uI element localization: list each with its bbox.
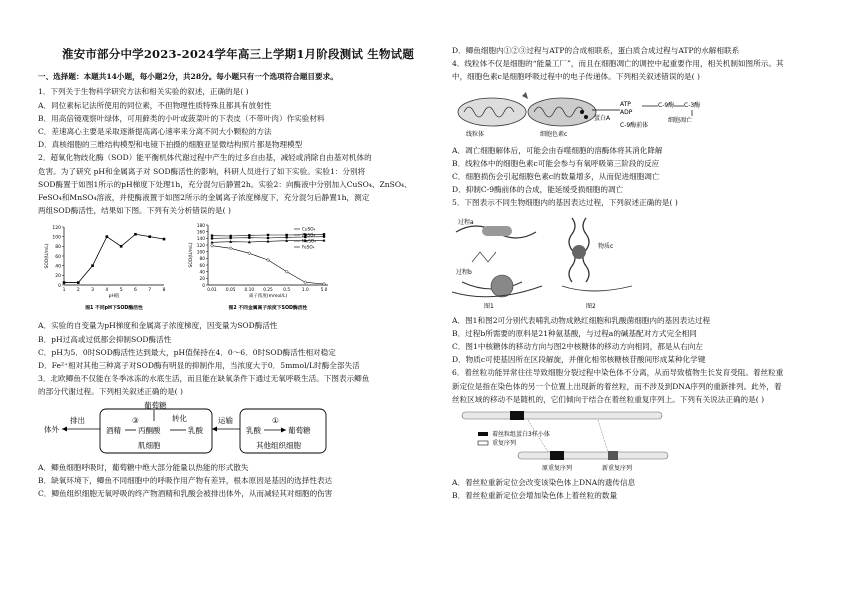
- data-point: [248, 235, 250, 237]
- x-tick-label: 6: [133, 288, 137, 294]
- legend-label: CuSO₄: [302, 227, 316, 233]
- q2-option-a: A．实验的自变量为pH梯度和金属离子浓度梯度，因变量为SOD酶活性: [38, 321, 278, 331]
- label-repeat-seq: 重复序列: [492, 440, 517, 448]
- label-fig1: 图1: [484, 302, 494, 310]
- chart-ph-sod: [42, 221, 172, 315]
- data-point: [323, 234, 325, 236]
- q6-stem-line: 丝粒区域的移动不是随机的，它们倾向于结合在着丝粒重复序列上。下列有关说法正确的是( ): [452, 394, 765, 404]
- chart-title: 图1 不同pH下SOD酶活性: [85, 306, 143, 312]
- centromere-diagram: [458, 408, 678, 474]
- label-other-cells: 其他组织细胞: [256, 440, 301, 450]
- q5-option-a: A．图1和图2可分别代表哺乳动物成熟红细胞和乳酸菌细胞内的基因表达过程: [452, 315, 711, 325]
- x-tick-label: 5.0: [320, 288, 328, 294]
- data-point: [229, 237, 232, 240]
- q2-stem-line: SOD酶置于如图1所示的pH梯度下处理1h，充分混匀后静置2h。实验2：向酶液中分别加入CuSO₄、ZnSO₄、: [38, 179, 412, 189]
- label-c9pre: C-9酶前体: [620, 121, 649, 129]
- x-tick-label: 1: [62, 288, 66, 294]
- label-body-out: 体外: [44, 424, 59, 434]
- label-c9: C-9酶: [658, 101, 675, 109]
- data-point: [148, 236, 151, 239]
- chart-ion-sod: [186, 221, 336, 315]
- left-column: [38, 0, 438, 500]
- q2-stem-line: 危害。为了研究 pH和金属离子对 SOD酶活性的影响，科研人员进行了如下实验。实验1：分别将: [38, 166, 366, 176]
- label-excrete: 排出: [70, 415, 85, 425]
- label-orig-repeat: 原重复序列: [542, 465, 573, 473]
- x-tick-label: 3: [91, 288, 95, 294]
- label-new-repeat: 新重复序列: [602, 465, 633, 473]
- q2-stem-line: 2．超氧化物歧化酶（SOD）能平衡机体代谢过程中产生的过多自由基，减轻或消除自由基对机体的: [38, 153, 372, 163]
- label-mito: 线粒体: [466, 130, 485, 138]
- x-tick-label: 1.0: [301, 288, 309, 294]
- data-point: [63, 282, 66, 285]
- page-title: 淮安市部分中学2023-2024学年高三上学期1月阶段测试 生物试题: [61, 47, 415, 61]
- data-point: [267, 259, 270, 262]
- section-heading: 一、选择题：本题共14小题，每小题2分，共28分。每小题只有一个选项符合题目要求。: [38, 72, 338, 82]
- right-column: [452, 0, 850, 502]
- label-apoptosis: 细胞凋亡: [668, 116, 693, 124]
- label-fig2: 图2: [586, 302, 596, 310]
- q6-option-b: B．着丝粒重新定位会增加染色体上着丝粒的数量: [452, 491, 618, 501]
- gene-expression-diagram: [452, 212, 652, 312]
- data-point: [134, 233, 137, 236]
- q1-option-c: C．差速离心主要是采取逐渐提高离心速率来分离不同大小颗粒的方法: [38, 127, 272, 137]
- x-tick-label: 4: [105, 288, 109, 294]
- q1-option-d: D．真核细胞的三维结构模型和电镜下拍摄的细胞亚显微结构照片都是物理模型: [38, 140, 303, 150]
- y-tick-label: 100: [52, 235, 61, 241]
- label-c3: ③: [132, 415, 139, 425]
- y-tick-label: 20: [199, 277, 205, 283]
- y-tick-label: 40: [199, 270, 205, 276]
- q3-option-a: A．鲫鱼细胞呼吸时，葡萄糖中绝大部分能量以热能的形式散失: [38, 462, 249, 472]
- q3-stem-line: 3．北欧鲫鱼不仅能在冬季冰冻的水底生活，而且能在缺氧条件下通过无氧呼吸生活。下图表示鲫鱼: [38, 374, 370, 384]
- chart-title: 图2 不同金属离子浓度下SOD酶活性: [228, 306, 308, 312]
- y-tick-label: 120: [196, 244, 205, 250]
- label-adp: ADP: [620, 108, 633, 116]
- x-axis-label: pH值: [108, 294, 120, 300]
- y-tick-label: 20: [55, 274, 61, 280]
- label-c1: ①: [272, 415, 279, 425]
- q6-stem-line: 新定位是指在染色体的另一个位置上出现新的着丝粒，而不涉及到DNA序列的重新排列。此外，着: [452, 381, 782, 391]
- q1-option-a: A．同位素标记法所使用的同位素，不但物理性质特殊且都具有放射性: [38, 100, 272, 110]
- label-pyruvate: 丙酮酸: [138, 425, 161, 435]
- q6-option-a: A．着丝粒重新定位会改变该染色体上DNA的遗传信息: [452, 478, 636, 488]
- q3-option-b: B．缺氧环境下，鲫鱼不同细胞中的呼吸作用产物有差异，根本原因是基因的选择性表达: [38, 475, 333, 485]
- label-cytc: 细胞色素c: [540, 130, 568, 138]
- y-tick-label: 60: [55, 255, 61, 261]
- label-c3-enzyme: C-3酶: [684, 101, 701, 109]
- y-tick-label: 40: [55, 264, 61, 270]
- label-protein: 蛋白A: [594, 114, 611, 122]
- x-tick-label: 7: [148, 288, 152, 294]
- label-atp: ATP: [620, 100, 631, 108]
- y-tick-label: 0: [58, 284, 61, 290]
- q4-option-a: A．凋亡细胞解体后，可能会由吞噬细胞的溶酶体将其消化降解: [452, 145, 663, 155]
- data-point: [267, 234, 269, 236]
- x-tick-label: 0.10: [244, 288, 255, 294]
- y-axis-label: SOD(U/mL): [189, 242, 194, 268]
- data-point: [211, 235, 213, 237]
- label-lactic-2: 乳酸: [246, 425, 261, 435]
- data-point: [163, 238, 166, 241]
- series-line: [64, 235, 164, 283]
- data-point: [285, 234, 287, 236]
- label-glucose: 葡萄糖: [144, 400, 167, 410]
- x-tick-label: 2: [76, 288, 80, 294]
- x-axis-label: 离子浓度(mmol/L): [248, 294, 288, 300]
- q1-stem: 1．下列关于生物科学研究方法和相关实验的叙述，正确的是( ): [38, 87, 249, 97]
- data-point: [304, 281, 307, 284]
- q2-stem-line: 两组SOD酶活性，结果如下图。下列有关分析错误的是( ): [38, 206, 231, 216]
- q4-stem-line: 中，细胞色素c是细胞呼吸过程中的电子传递体。下列相关叙述错误的是( ): [452, 72, 700, 82]
- metabolism-diagram: [42, 399, 342, 457]
- label-substance-c: 物质c: [598, 242, 614, 250]
- data-point: [106, 236, 109, 239]
- q5-option-d: D．物质c可使基因所在区段解旋，并催化相邻核糖核苷酸间形成某种化学键: [452, 355, 706, 365]
- y-tick-label: 80: [199, 257, 205, 263]
- q2-option-c: C．pH为5．0时SOD酶活性达到最大，pH值保持在4．0～6．0时SOD酶活性相对稳定: [38, 347, 336, 357]
- y-tick-label: 180: [196, 224, 205, 230]
- x-tick-label: 0.25: [263, 288, 273, 294]
- q2-option-d: D．Fe²⁺相对其他三种离子对SOD酶有明显的抑制作用，当浓度大于0．5mmol/L时酶全部失活: [38, 361, 360, 371]
- y-tick-label: 60: [199, 264, 205, 270]
- legend-label: FeSO₄: [302, 245, 315, 251]
- x-tick-label: 8: [162, 288, 166, 294]
- data-point: [77, 282, 80, 285]
- label-cent-repeat: 着丝粒组蛋白3样小体: [492, 431, 550, 439]
- q6-stem-line: 6．着丝粒功能异常往往导致细胞分裂过程中染色体不分离，从而导致植物生长发育受阻。着丝粒重: [452, 368, 784, 378]
- x-tick-label: 0.05: [225, 288, 236, 294]
- data-point: [91, 265, 94, 268]
- label-transport: 运输: [218, 415, 233, 425]
- label-muscle: 肌细胞: [138, 440, 161, 450]
- gene-expression-figure-1: [452, 218, 542, 310]
- y-tick-label: 160: [196, 230, 205, 236]
- q4-option-b: B．线粒体中的细胞色素c可能会参与有氧呼吸第三阶段的反应: [452, 158, 660, 168]
- x-tick-label: 5: [119, 288, 123, 294]
- legend-label: ZnSO₄: [302, 233, 316, 239]
- data-point: [285, 271, 288, 274]
- q1-option-b: B．用高倍镜观察叶绿体，可用藓类的小叶或菠菜叶的下表皮（不带叶肉）作实验材料: [38, 113, 325, 123]
- q3-option-c: C．鲫鱼组织细胞无氧呼吸的终产物酒精和乳酸会被排出体外，从而减轻其对细胞的伤害: [38, 489, 333, 499]
- label-lactic: 乳酸: [188, 425, 203, 435]
- q2-stem-line: FeSO₄和MnSO₄溶液，并使酶液置于如图2所示的金属离子浓度梯度下，充分混匀后静置1h，测定: [38, 193, 370, 203]
- x-tick-label: 0.01: [207, 288, 217, 294]
- q2-figures: [38, 221, 438, 317]
- y-tick-label: 100: [196, 250, 205, 256]
- data-point: [267, 237, 270, 240]
- q5-option-c: C．图1中核糖体的移动方向与图2中核糖体的移动方向相同，都是从右向左: [452, 342, 703, 352]
- label-process-b: 过程b: [456, 268, 472, 276]
- q3-stem-line: 的部分代谢过程。下列相关叙述正确的是( ): [38, 387, 184, 397]
- q5-stem: 5．下图表示不同生物细胞内的基因表达过程，下列叙述正确的是( ): [452, 198, 678, 208]
- y-tick-label: 0: [202, 284, 205, 290]
- q4-option-c: C．细胞损伤会引起细胞色素c的数量增多，从而促进细胞凋亡: [452, 172, 660, 182]
- q3-option-d: D．鲫鱼细胞内①②③过程与ATP的合成相联系，蛋白质合成过程与ATP的水解相联系: [452, 46, 740, 55]
- q4-stem-line: 4．线粒体不仅是细胞的“能量工厂”，而且在细胞凋亡的调控中起重要作用，相关机制如图所示。其: [452, 59, 784, 69]
- y-tick-label: 140: [196, 237, 205, 243]
- legend-label: MnSO₄: [302, 239, 316, 245]
- y-tick-label: 120: [52, 226, 61, 232]
- q2-option-b: B．pH过高或过低都会抑制SOD酶活性: [38, 334, 172, 344]
- data-point: [323, 236, 326, 239]
- label-process-a: 过程a: [458, 218, 474, 226]
- data-point: [120, 245, 123, 248]
- label-glucose-2: 葡萄糖: [288, 425, 311, 435]
- gene-expression-figure-2: [562, 218, 632, 310]
- y-axis-label: SOD(U/mL): [45, 243, 50, 269]
- label-convert: 转化: [172, 413, 187, 423]
- data-point: [285, 236, 288, 239]
- data-point: [211, 237, 214, 240]
- q5-option-b: B．过程b所需要的原料是21种氨基酸，与过程a的碱基配对方式完全相同: [452, 328, 697, 338]
- data-point: [229, 247, 232, 250]
- q4-option-d: D．抑制C-9酶前体的合成，能延缓受损细胞的凋亡: [452, 185, 624, 195]
- label-alcohol: 酒精: [106, 425, 121, 435]
- series-line: [212, 246, 324, 284]
- data-point: [248, 252, 251, 255]
- data-point: [211, 245, 214, 248]
- y-tick-label: 80: [55, 245, 61, 251]
- x-tick-label: 0.5: [283, 288, 291, 294]
- mitochondria-apoptosis-diagram: [452, 90, 712, 142]
- data-point: [248, 237, 251, 240]
